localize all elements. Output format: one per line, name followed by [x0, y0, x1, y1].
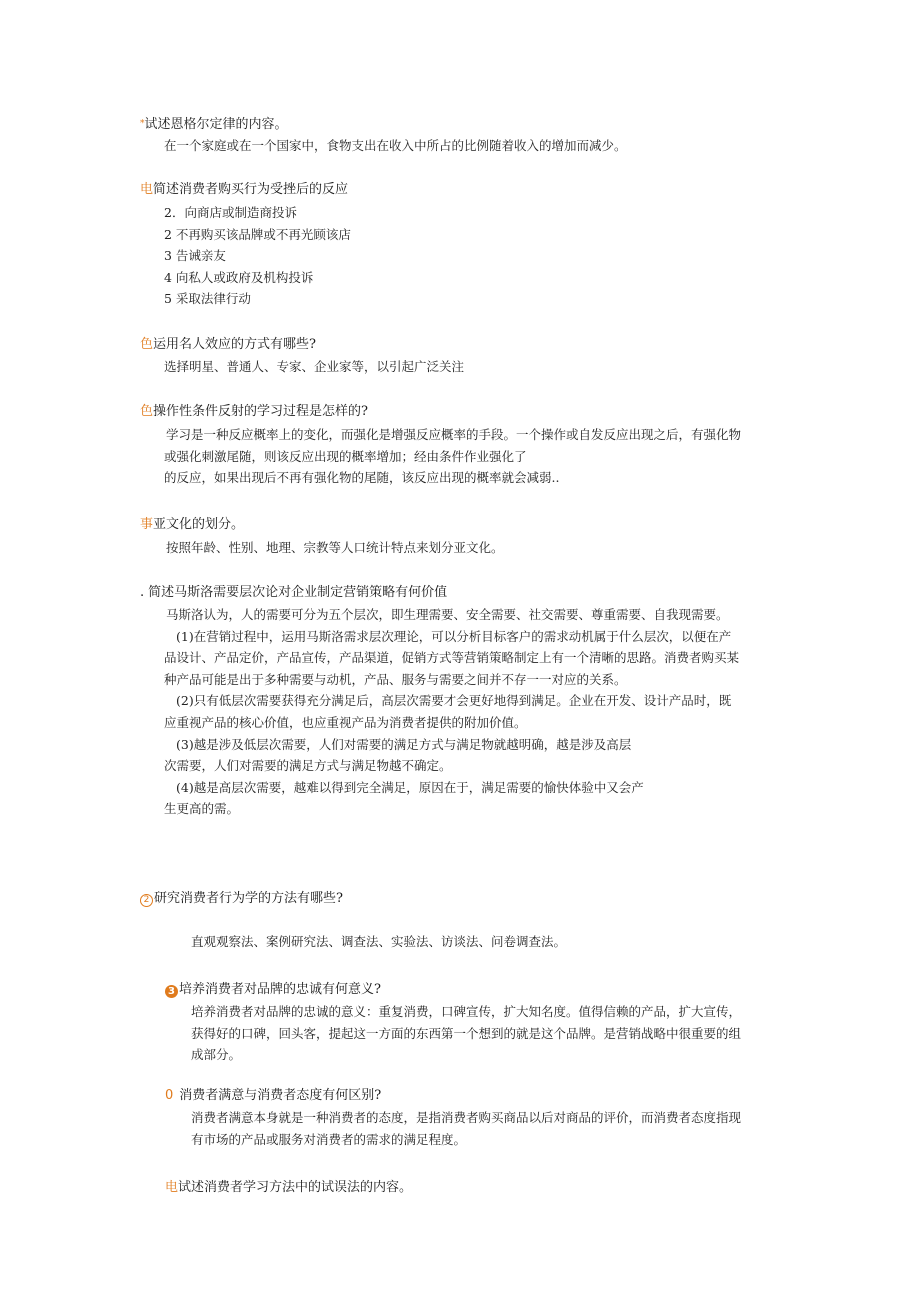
- answer-line: 或强化刺激尾随，则该反应出现的概率增加；经由条件作业强化了: [164, 448, 527, 464]
- question-text: 简述马斯洛需要层次论对企业制定营销策略有何价值: [148, 585, 448, 600]
- question-text: 消费者满意与消费者态度有何区别?: [179, 1088, 382, 1103]
- question-text: 简述消费者购买行为受挫后的反应: [153, 182, 349, 197]
- answer-line: (1)在营销过程中，运用马斯洛需求层次理论，可以分析目标客户的需求动机属于什么层次，以便在产: [176, 628, 732, 644]
- answer-paragraph: [191, 1001, 741, 1066]
- answer-line: 生更高的需。: [164, 801, 240, 817]
- answer-line: (4)越是高层次需要，越难以得到完全满足，原因在于，满足需要的愉快体验中又会产: [176, 779, 644, 795]
- item-marker: 电: [140, 182, 154, 197]
- answer-line: 3 告诫亲友: [164, 248, 226, 264]
- question-text: 亚文化的划分。: [153, 517, 245, 532]
- answer-list: [164, 202, 351, 310]
- answer-line: (2)只有低层次需要获得充分满足后，高层次需要才会更好地得到满足。企业在开发、设计产品时，既: [176, 693, 732, 709]
- item-marker: 电: [165, 1180, 179, 1195]
- item-marker: 2: [140, 894, 153, 907]
- answer-paragraph: [164, 604, 739, 820]
- answer-line: 选择明星、普通人、专家、企业家等，以引起广泛关注: [164, 359, 465, 374]
- answer-line: 直观观察法、案例研究法、调查法、实验法、访谈法、问卷调查法。: [191, 934, 567, 949]
- answer-line: 获得好的口碑，回头客，提起这一方面的东西第一个想到的就是这个品牌。是营销战略中很重要的组: [191, 1025, 742, 1041]
- question-heading: [165, 980, 381, 1000]
- question-heading: [140, 180, 348, 200]
- item-marker: .: [140, 585, 145, 600]
- item-marker: 色: [140, 337, 154, 352]
- question-heading: [140, 583, 447, 603]
- item-marker: 色: [140, 404, 154, 419]
- question-heading: [165, 1086, 381, 1106]
- question-text: 研究消费者行为学的方法有哪些?: [154, 891, 343, 906]
- question-heading: [140, 515, 244, 535]
- item-marker: *: [140, 119, 145, 129]
- answer-paragraph: [191, 1107, 741, 1150]
- answer-line: 2．向商店或制造商投诉: [164, 205, 297, 220]
- answer-line: 品设计、产品定价，产品宣传，产品渠道，促销方式等营销策略制定上有一个清晰的思路。消费者购买某: [164, 650, 740, 666]
- answer-line: 马斯洛认为，人的需要可分为五个层次，即生理需要、安全需要、社交需要、尊重需要、自我现需要。: [166, 607, 729, 622]
- item-marker: 3: [165, 985, 178, 998]
- question-heading: [140, 402, 368, 422]
- question-heading: [165, 1178, 412, 1198]
- answer-line: 消费者满意本身就是一种消费者的态度，是指消费者购买商品以后对商品的评价，而消费者态度指现: [191, 1110, 742, 1125]
- question-heading: [140, 114, 288, 135]
- question-heading: [140, 335, 316, 355]
- question-text: 试述消费者学习方法中的试误法的内容。: [178, 1180, 413, 1195]
- question-text: 操作性条件反射的学习过程是怎样的?: [153, 404, 368, 419]
- answer-line: 成部分。: [191, 1047, 242, 1063]
- answer-line: 培养消费者对品牌的忠诚的意义：重复消费，口碑宣传，扩大知名度。值得信赖的产品，扩大宣传，: [191, 1004, 742, 1019]
- answer-line: (3)越是涉及低层次需要，人们对需要的满足方式与满足物就越明确，越是涉及高层: [176, 736, 632, 752]
- item-marker: 0: [165, 1088, 174, 1103]
- answer-line: 次需要，人们对需要的满足方式与满足物越不确定。: [164, 758, 452, 774]
- answer-line: 按照年龄、性别、地理、宗教等人口统计特点来划分亚文化。: [166, 540, 504, 555]
- item-marker: 事: [140, 517, 154, 532]
- answer-line: 应重视产品的核心价值，也应重视产品为消费者提供的附加价值。: [164, 714, 527, 730]
- question-text: 试述恩格尔定律的内容。: [144, 117, 288, 132]
- answer-line: 种产品可能是出于多种需要与动机，产品、服务与需要之间并不存一一对应的关系。: [164, 671, 627, 687]
- answer-line: 5 采取法律行动: [164, 291, 251, 307]
- answer-line: 的反应，如果出现后不再有强化物的尾随，该反应出现的概率就会减弱..: [164, 470, 560, 486]
- question-heading: [140, 889, 343, 909]
- answer-line: 4 向私人或政府及机构投诉: [164, 269, 314, 285]
- question-text: 运用名人效应的方式有哪些?: [153, 337, 316, 352]
- answer-line: 学习是一种反应概率上的变化，而强化是增强反应概率的手段。一个操作或自发反应出现之后，有强化物: [166, 427, 742, 442]
- answer-line: 有市场的产品或服务对消费者的需求的满足程度。: [191, 1131, 467, 1147]
- question-text: 培养消费者对品牌的忠诚有何意义?: [179, 982, 381, 997]
- answer-paragraph: [166, 424, 741, 489]
- answer-line: 2 不再购买该品牌或不再光顾该店: [164, 226, 351, 242]
- answer-line: 在一个家庭或在一个国家中，食物支出在收入中所占的比例随着收入的增加而减少。: [164, 138, 627, 153]
